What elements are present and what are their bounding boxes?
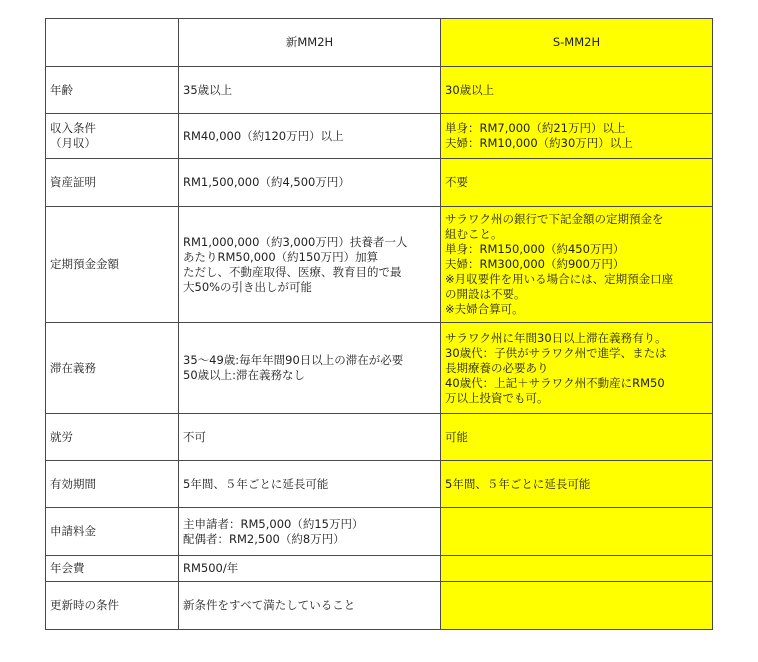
new-mm2h-cell: 35～49歳:毎年年間90日以上の滞在が必要 50歳以上:滞在義務なし: [179, 323, 441, 414]
new-mm2h-cell: 5年間、５年ごとに延長可能: [179, 461, 441, 508]
header-corner-cell: [46, 19, 179, 67]
new-mm2h-cell: 35歳以上: [179, 67, 441, 114]
row-label: 年齢: [46, 67, 179, 114]
new-mm2h-cell: 新条件をすべて満たしていること: [179, 582, 441, 630]
s-mm2h-cell: [441, 582, 713, 630]
row-label: 更新時の条件: [46, 582, 179, 630]
row-label: 資産証明: [46, 159, 179, 207]
table-row-validity: [46, 461, 713, 508]
s-mm2h-cell: 30歳以上: [441, 67, 713, 114]
new-mm2h-cell: RM1,500,000（約4,500万円）: [179, 159, 441, 207]
header-row: [46, 19, 713, 67]
new-mm2h-cell: RM40,000（約120万円）以上: [179, 114, 441, 159]
row-label: 就労: [46, 414, 179, 461]
table-row-age: [46, 67, 713, 114]
s-mm2h-cell: 可能: [441, 414, 713, 461]
row-label: 年会費: [46, 556, 179, 582]
table-row-deposit: [46, 207, 713, 323]
new-mm2h-cell: 不可: [179, 414, 441, 461]
table-row-stay: [46, 323, 713, 414]
new-mm2h-cell: RM1,000,000（約3,000万円）扶養者一人 あたりRM50,000（約150万円）加算 ただし、不動産取得、医療、教育目的で最 大50%の引き出しが可能: [179, 207, 441, 323]
table-row-annual-fee: [46, 556, 713, 582]
s-mm2h-cell: サラワク州の銀行で下記金額の定期預金を 組むこと。 単身：RM150,000（約450万円） 夫婦：RM300,000（約900万円） ※月収要件を用いる場合には、定期預金口座 の開設は不要。 ※夫婦合算可。: [441, 207, 713, 323]
table-row-fee: [46, 508, 713, 556]
table-row-assets: [46, 159, 713, 207]
new-mm2h-cell: RM500/年: [179, 556, 441, 582]
s-mm2h-cell: 5年間、５年ごとに延長可能: [441, 461, 713, 508]
row-label: 収入条件 （月収）: [46, 114, 179, 159]
s-mm2h-cell: サラワク州に年間30日以上滞在義務有り。 30歳代：子供がサラワク州で進学、または 長期療養の必要あり 40歳代：上記＋サラワク州不動産にRM50 万以上投資でも可。: [441, 323, 713, 414]
row-label: 定期預金金額: [46, 207, 179, 323]
s-mm2h-cell: 不要: [441, 159, 713, 207]
header-new-mm2h: 新MM2H: [179, 19, 441, 67]
s-mm2h-cell: 単身：RM7,000（約21万円）以上 夫婦：RM10,000（約30万円）以上: [441, 114, 713, 159]
row-label: 有効期間: [46, 461, 179, 508]
s-mm2h-cell: [441, 508, 713, 556]
s-mm2h-cell: [441, 556, 713, 582]
comparison-table: [45, 18, 713, 630]
new-mm2h-cell: 主申請者：RM5,000（約15万円） 配偶者：RM2,500（約8万円）: [179, 508, 441, 556]
row-label: 申請料金: [46, 508, 179, 556]
table-row-income: [46, 114, 713, 159]
row-label: 滞在義務: [46, 323, 179, 414]
header-s-mm2h: S-MM2H: [441, 19, 713, 67]
table-row-renewal: [46, 582, 713, 630]
table-row-work: [46, 414, 713, 461]
